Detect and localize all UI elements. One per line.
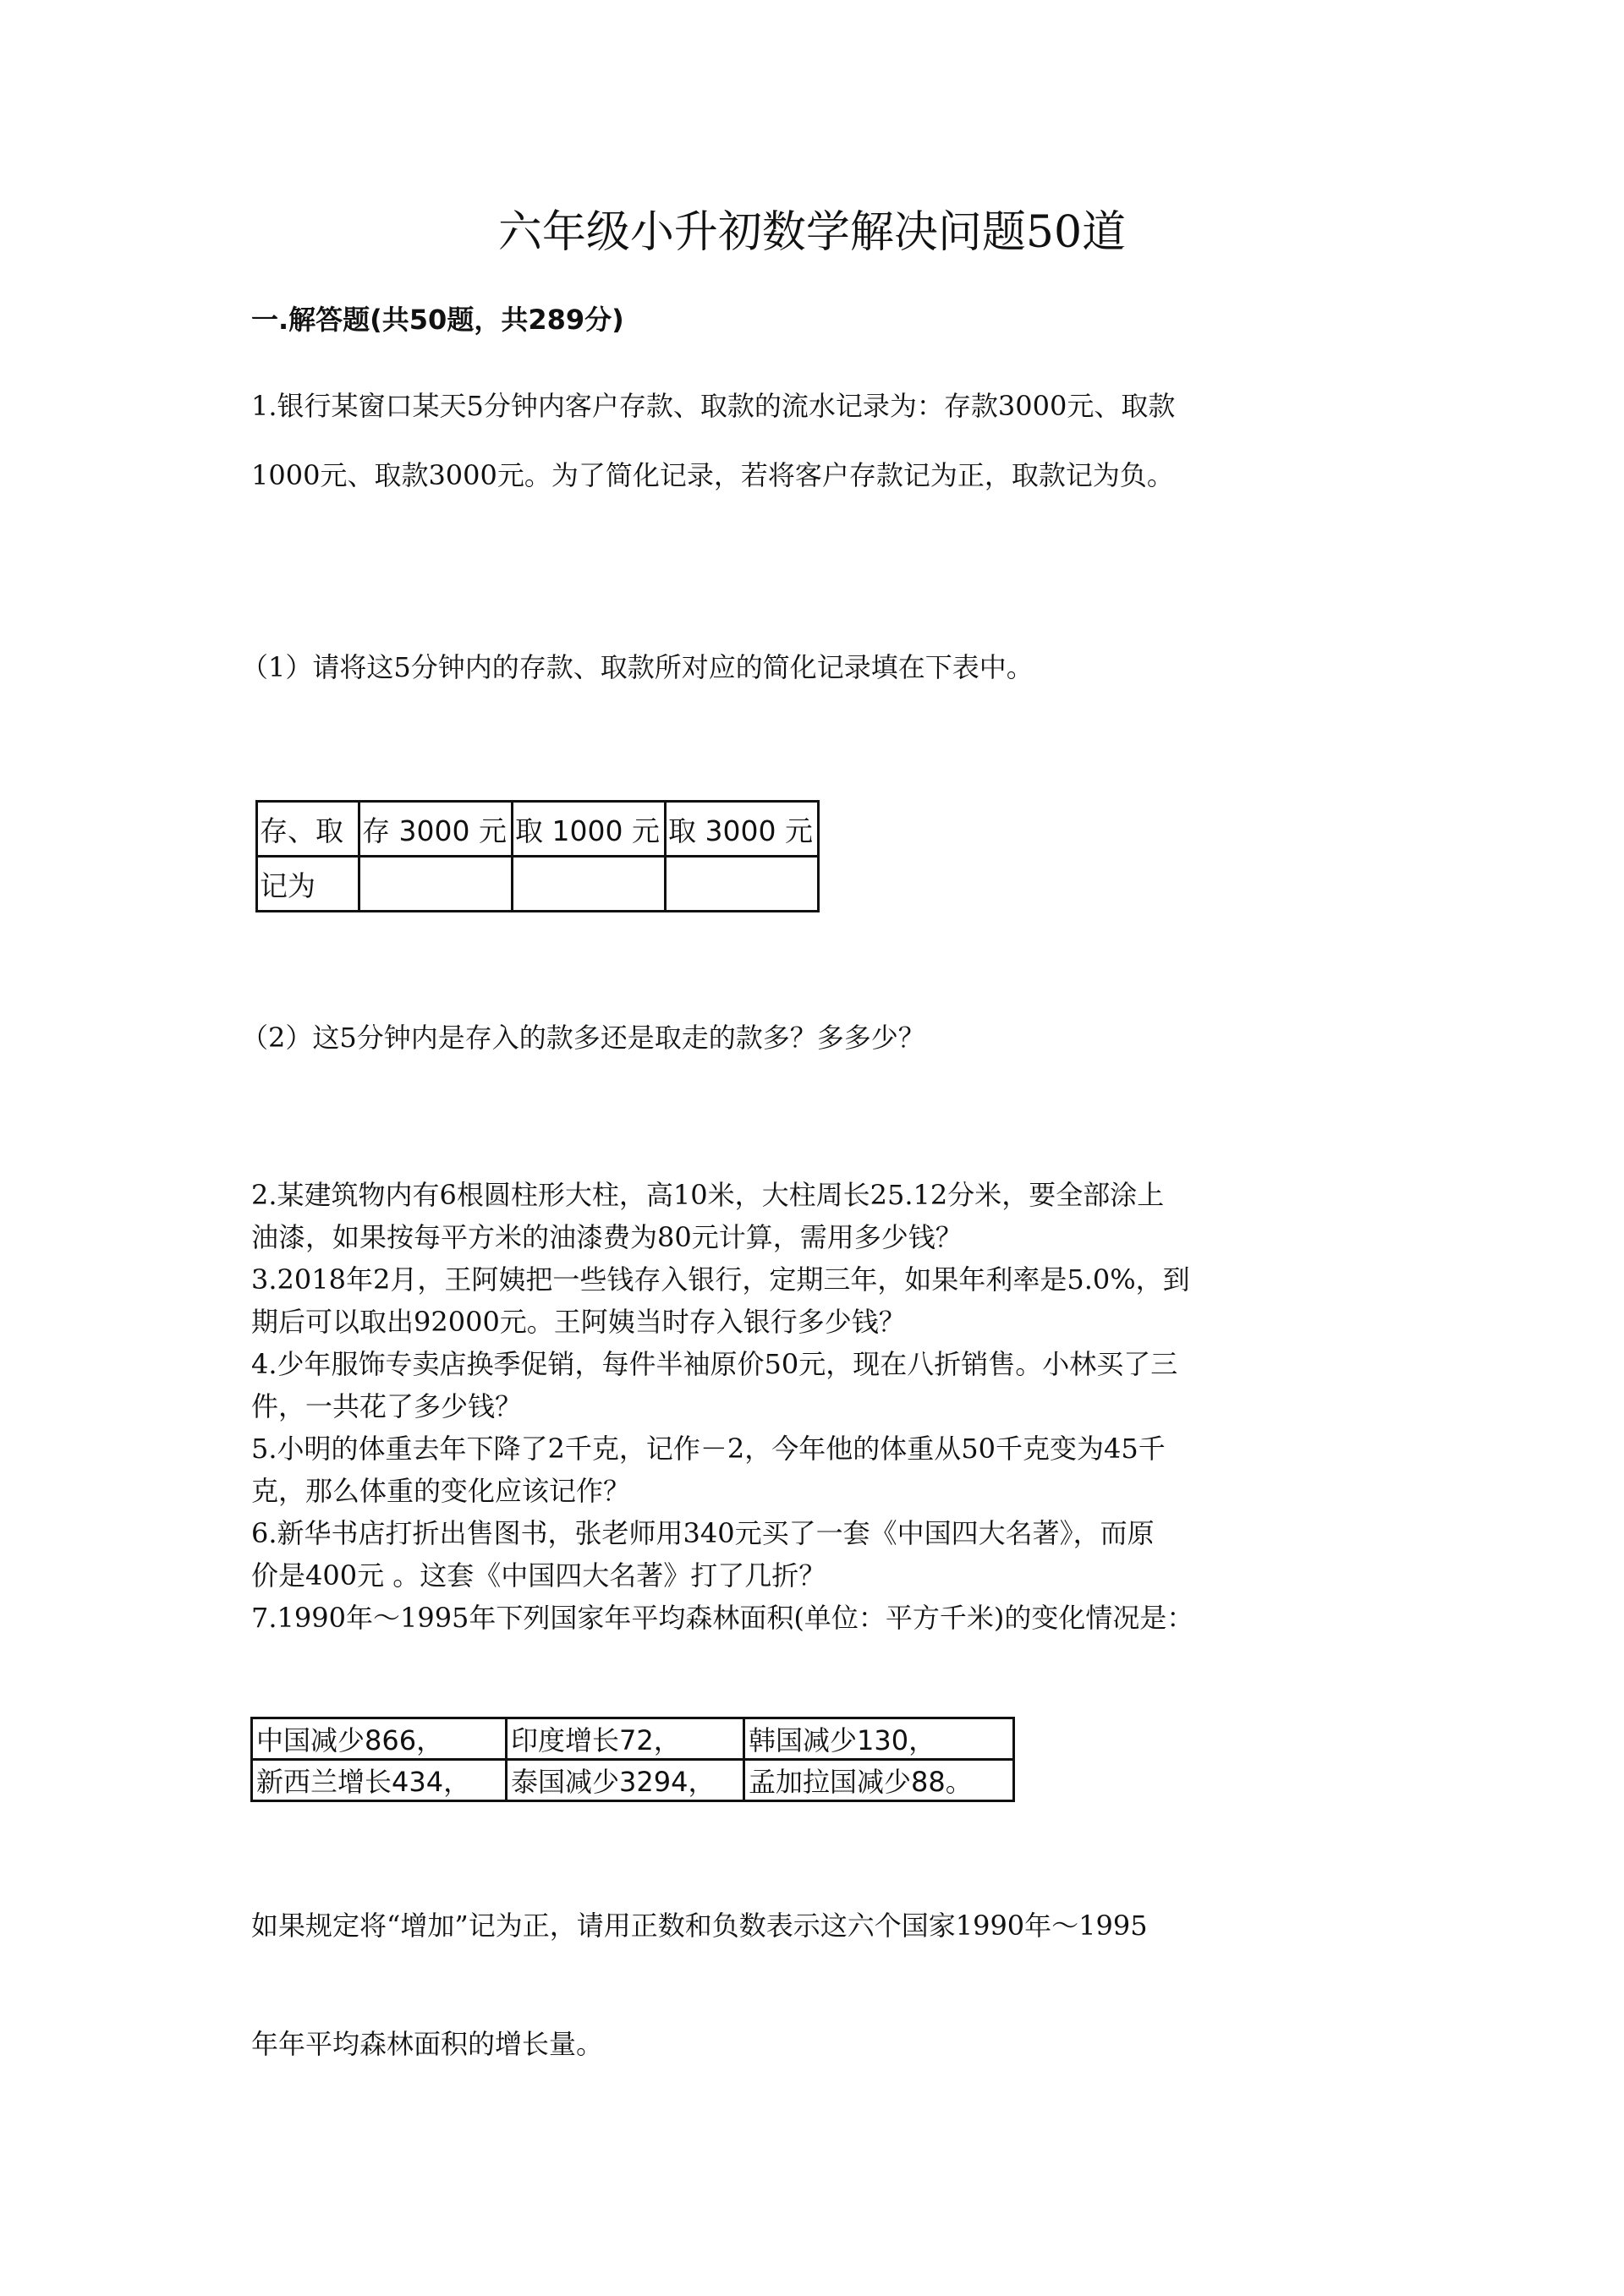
question-line: 期后可以取出92000元。王阿姨当时存入银行多少钱？ (251, 1306, 906, 1338)
question-line: 3.2018年2月，王阿姨把一些钱存入银行，定期三年，如果年利率是5.0%，到 (251, 1263, 1190, 1296)
table-cell: 存、取 (257, 802, 359, 857)
question-line: 4.少年服饰专卖店换季促销，每件半袖原价50元，现在八折销售。小林买了三 (251, 1348, 1178, 1380)
answer-cell[interactable] (513, 857, 666, 912)
question-line: 5.小明的体重去年下降了2千克，记作－2，今年他的体重从50千克变为45千 (251, 1433, 1166, 1465)
q1-line-2: 1000元、取款3000元。为了简化记录，若将客户存款记为正，取款记为负。 (251, 459, 1174, 491)
table-cell: 印度增长72， (507, 1718, 744, 1760)
q7-text-line-1: 如果规定将“增加”记为正，请用正数和负数表示这六个国家1990年～1995 (251, 1910, 1148, 1942)
table-row (252, 1760, 1014, 1801)
table-cell: 取 1000 元 (513, 802, 666, 857)
table-row (257, 857, 819, 912)
table-cell: 中国减少866， (252, 1718, 507, 1760)
question-line: 7.1990年～1995年下列国家年平均森林面积(单位：平方千米)的变化情况是： (251, 1602, 1194, 1634)
table-cell: 泰国减少3294， (507, 1760, 744, 1801)
question-line: 2.某建筑物内有6根圆柱形大柱，高10米，大柱周长25.12分米，要全部涂上 (251, 1179, 1165, 1211)
table-cell: 取 3000 元 (666, 802, 819, 857)
table-row (257, 802, 819, 857)
table-cell: 孟加拉国减少88。 (744, 1760, 1014, 1801)
answer-cell[interactable] (359, 857, 513, 912)
table-cell: 存 3000 元 (359, 802, 513, 857)
question-line: 6.新华书店打折出售图书，张老师用340元买了一套《中国四大名著》，而原 (251, 1517, 1155, 1549)
question-line: 件，一共花了多少钱？ (251, 1390, 523, 1422)
page-title: 六年级小升初数学解决问题50道 (497, 207, 1127, 258)
q1-table (255, 800, 820, 912)
table-cell: 韩国减少130， (744, 1718, 1014, 1760)
table-row (252, 1718, 1014, 1760)
q1-part1: （1）请将这5分钟内的存款、取款所对应的简化记录填在下表中。 (241, 651, 1034, 683)
q7-table (250, 1717, 1015, 1802)
question-line: 价是400元 。这套《中国四大名著》打了几折？ (251, 1559, 826, 1592)
question-line: 油漆，如果按每平方米的油漆费为80元计算，需用多少钱？ (251, 1221, 963, 1253)
q7-text-line-2: 年年平均森林面积的增长量。 (251, 2028, 604, 2060)
table-cell: 新西兰增长434， (252, 1760, 507, 1801)
table-cell: 记为 (257, 857, 359, 912)
section-heading: 一.解答题(共50题，共289分) (251, 304, 624, 336)
answer-cell[interactable] (666, 857, 819, 912)
q1-line-1: 1.银行某窗口某天5分钟内客户存款、取款的流水记录为：存款3000元、取款 (251, 390, 1176, 422)
q1-part2: （2）这5分钟内是存入的款多还是取走的款多？多多少？ (241, 1022, 925, 1054)
question-line: 克，那么体重的变化应该记作？ (251, 1475, 631, 1507)
